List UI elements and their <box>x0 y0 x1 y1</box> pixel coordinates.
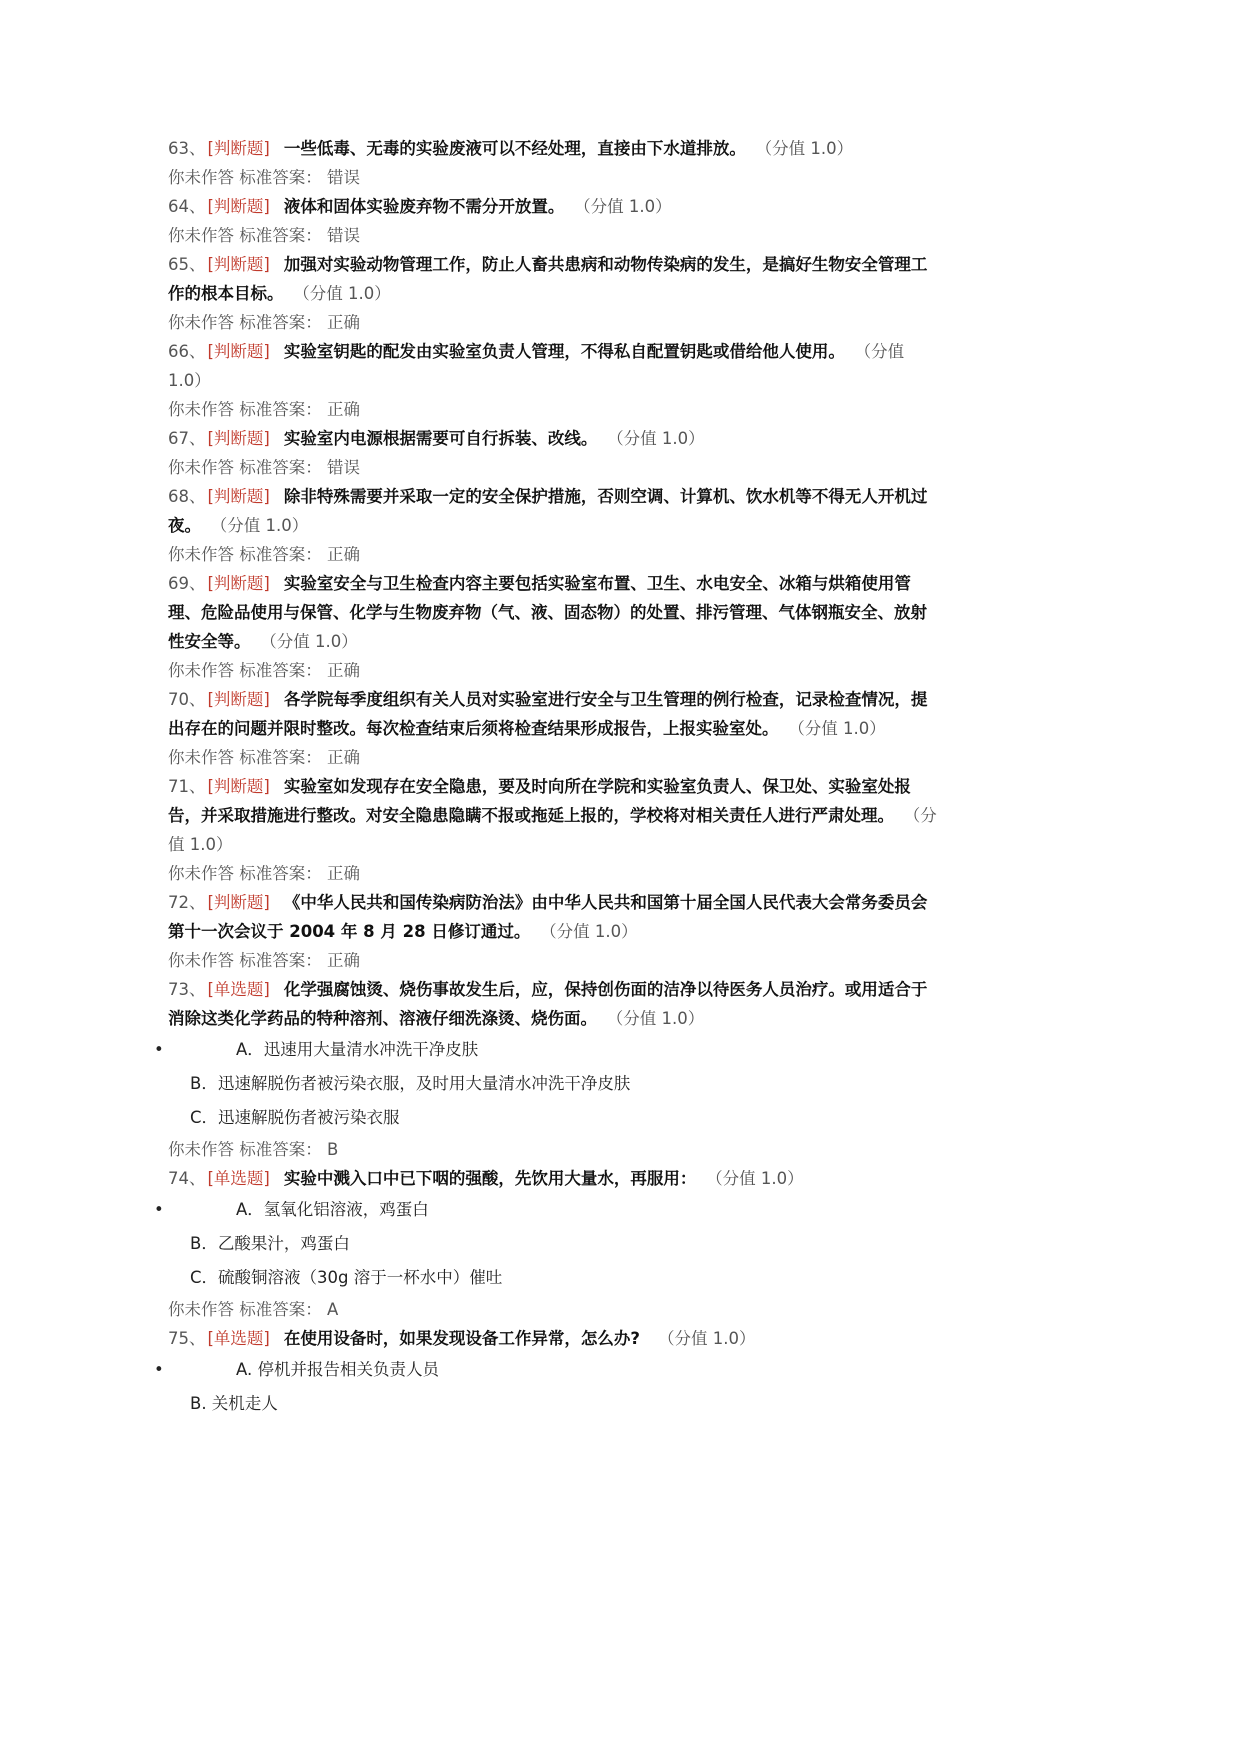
question-score: （分值 1.0） <box>582 197 672 216</box>
question-text: 实验中溅入口中已下咽的强酸，先饮用大量水，再服用： <box>283 1169 697 1188</box>
question-type: [判断题] <box>207 487 270 506</box>
question-text-block <box>168 134 943 163</box>
question-text-block <box>168 1164 943 1193</box>
answer-label: 标准答案： <box>239 864 322 883</box>
answer-status: 你未作答 <box>168 951 234 970</box>
question-text: 实验室如发现存在安全隐患，要及时向所在学院和实验室负责人、保卫处、实验室处报告，并采取措施进行整改。对安全隐患隐瞒不报或拖延上报的，学校将对相关责任人进行严肃处理。 <box>168 777 911 825</box>
standard-answer: 正确 <box>327 545 360 564</box>
question-score: （分值 1.0） <box>615 429 705 448</box>
answer-row <box>168 1135 943 1164</box>
answer-row <box>168 163 943 192</box>
question-text: 液体和固体实验废弃物不需分开放置。 <box>283 197 565 216</box>
answer-label: 标准答案： <box>239 1300 322 1319</box>
answer-label: 标准答案： <box>239 168 322 187</box>
answer-status: 你未作答 <box>168 748 234 767</box>
question-text: 各学院每季度组织有关人员对实验室进行安全与卫生管理的例行检查，记录检查情况，提出存在的问题并限时整改。每次检查结束后须将检查结果形成报告，上报实验室处。 <box>168 690 928 738</box>
option-label: C．硫酸铜溶液（30g 溶于一杯水中）催吐 <box>190 1268 503 1287</box>
answer-status: 你未作答 <box>168 168 234 187</box>
answer-row <box>168 221 943 250</box>
question-type: [单选题] <box>207 980 270 999</box>
question-number: 73、 <box>168 980 206 999</box>
question-number: 74、 <box>168 1169 206 1188</box>
answer-label: 标准答案： <box>239 226 322 245</box>
answer-status: 你未作答 <box>168 545 234 564</box>
question-type: [判断题] <box>207 139 270 158</box>
question-text-block <box>168 250 943 308</box>
question-score: （分值 1.0） <box>168 342 905 390</box>
question-type: [判断题] <box>207 342 270 361</box>
standard-answer: 正确 <box>327 400 360 419</box>
question-text-block <box>168 685 943 743</box>
question-number: 63、 <box>168 139 206 158</box>
question-score: （分值 1.0） <box>168 806 937 854</box>
question-text: 加强对实验动物管理工作，防止人畜共患病和动物传染病的发生，是搞好生物安全管理工作的根本目标。 <box>168 255 928 303</box>
answer-label: 标准答案： <box>239 661 322 680</box>
standard-answer: 正确 <box>327 748 360 767</box>
answer-status: 你未作答 <box>168 1140 234 1159</box>
question-score: （分值 1.0） <box>763 139 854 158</box>
question-type: [判断题] <box>207 574 270 593</box>
question-score: （分值 1.0） <box>796 719 886 738</box>
option-label: B．乙酸果汁，鸡蛋白 <box>190 1234 350 1253</box>
question-number: 72、 <box>168 893 206 912</box>
question-number: 70、 <box>168 690 206 709</box>
question-type: [单选题] <box>207 1169 270 1188</box>
answer-status: 你未作答 <box>168 226 234 245</box>
question-score: （分值 1.0） <box>657 1329 756 1348</box>
question-text-block <box>168 424 943 453</box>
question-text: 实验室钥匙的配发由实验室负责人管理，不得私自配置钥匙或借给他人使用。 <box>283 342 845 361</box>
answer-row <box>168 395 943 424</box>
answer-row <box>168 946 943 975</box>
option-label: B. 关机走人 <box>190 1394 278 1413</box>
answer-label: 标准答案： <box>239 1140 322 1159</box>
question-score: （分值 1.0） <box>548 922 638 941</box>
answer-row <box>168 1295 943 1324</box>
answer-option[interactable] <box>154 1193 943 1227</box>
answer-status: 你未作答 <box>168 313 234 332</box>
question-text-block <box>168 1324 943 1353</box>
question-score: （分值 1.0） <box>301 284 391 303</box>
answer-label: 标准答案： <box>239 748 322 767</box>
answer-option[interactable] <box>168 1101 943 1135</box>
question-text-block <box>168 337 943 395</box>
question-score: （分值 1.0） <box>268 632 358 651</box>
answer-status: 你未作答 <box>168 400 234 419</box>
standard-answer: 错误 <box>327 226 360 245</box>
answer-status: 你未作答 <box>168 1300 234 1319</box>
question-text: 在使用设备时，如果发现设备工作异常，怎么办? <box>283 1329 640 1348</box>
question-text: 一些低毒、无毒的实验废液可以不经处理，直接由下水道排放。 <box>283 139 746 158</box>
question-text: 化学强腐蚀烫、烧伤事故发生后，应，保持创伤面的洁净以待医务人员治疗。或用适合于消除这类化学药品的特种溶剂、溶液仔细洗涤烫、烧伤面。 <box>168 980 928 1028</box>
answer-row <box>168 540 943 569</box>
question-text-block <box>168 482 943 540</box>
question-type: [判断题] <box>207 893 270 912</box>
question-type: [判断题] <box>207 690 270 709</box>
question-score: （分值 1.0） <box>714 1169 804 1188</box>
option-label: A．氢氧化铝溶液，鸡蛋白 <box>236 1200 429 1219</box>
standard-answer: 错误 <box>327 168 360 187</box>
question-text-block <box>168 569 943 656</box>
question-type: [单选题] <box>207 1329 270 1348</box>
answer-row <box>168 656 943 685</box>
question-score: （分值 1.0） <box>219 516 309 535</box>
answer-status: 你未作答 <box>168 661 234 680</box>
answer-option[interactable] <box>168 1387 943 1421</box>
standard-answer: 正确 <box>327 313 360 332</box>
answer-option[interactable] <box>168 1261 943 1295</box>
option-label: C．迅速解脱伤者被污染衣服 <box>190 1108 400 1127</box>
answer-label: 标准答案： <box>239 313 322 332</box>
question-number: 71、 <box>168 777 206 796</box>
answer-row <box>168 453 943 482</box>
answer-option[interactable] <box>154 1033 943 1067</box>
answer-option[interactable] <box>154 1353 943 1387</box>
answer-label: 标准答案： <box>239 951 322 970</box>
standard-answer: A <box>327 1300 339 1319</box>
question-number: 69、 <box>168 574 206 593</box>
question-number: 68、 <box>168 487 206 506</box>
answer-label: 标准答案： <box>239 458 322 477</box>
standard-answer: 正确 <box>327 661 360 680</box>
answer-status: 你未作答 <box>168 864 234 883</box>
option-label: B．迅速解脱伤者被污染衣服，及时用大量清水冲洗干净皮肤 <box>190 1074 631 1093</box>
question-text-block <box>168 772 943 859</box>
answer-row <box>168 743 943 772</box>
question-number: 75、 <box>168 1329 206 1348</box>
question-text-block <box>168 888 943 946</box>
question-type: [判断题] <box>207 255 270 274</box>
option-label: A．迅速用大量清水冲洗干净皮肤 <box>236 1040 479 1059</box>
question-list <box>154 134 943 1421</box>
answer-row <box>168 859 943 888</box>
answer-label: 标准答案： <box>239 545 322 564</box>
question-number: 64、 <box>168 197 206 216</box>
standard-answer: 错误 <box>327 458 360 477</box>
question-text: 除非特殊需要并采取一定的安全保护措施，否则空调、计算机、饮水机等不得无人开机过夜。 <box>168 487 928 535</box>
question-number: 66、 <box>168 342 206 361</box>
question-type: [判断题] <box>207 777 270 796</box>
standard-answer: 正确 <box>327 951 360 970</box>
question-text: 实验室安全与卫生检查内容主要包括实验室布置、卫生、水电安全、冰箱与烘箱使用管理、危险品使用与保管、化学与生物废弃物（气、液、固态物）的处置、排污管理、气体钢瓶安全、放射性安全等。 <box>168 574 927 651</box>
standard-answer: 正确 <box>327 864 360 883</box>
answer-row <box>168 308 943 337</box>
answer-label: 标准答案： <box>239 400 322 419</box>
question-text-block <box>168 192 943 221</box>
question-type: [判断题] <box>207 429 270 448</box>
option-label: A. 停机并报告相关负责人员 <box>236 1360 439 1379</box>
question-number: 67、 <box>168 429 206 448</box>
bullet-icon: • <box>154 1360 164 1379</box>
answer-status: 你未作答 <box>168 458 234 477</box>
bullet-icon: • <box>154 1200 164 1219</box>
question-number: 65、 <box>168 255 206 274</box>
standard-answer: B <box>327 1140 339 1159</box>
bullet-icon: • <box>154 1040 164 1059</box>
question-text: 《中华人民共和国传染病防治法》由中华人民共和国第十届全国人民代表大会常务委员会第十一次会议于 2004 年 8 月 28 日修订通过。 <box>168 893 928 941</box>
question-text-block <box>168 975 943 1033</box>
question-type: [判断题] <box>207 197 270 216</box>
answer-option[interactable] <box>168 1227 943 1261</box>
question-score: （分值 1.0） <box>615 1009 705 1028</box>
question-text: 实验室内电源根据需要可自行拆装、改线。 <box>283 429 598 448</box>
answer-option[interactable] <box>168 1067 943 1101</box>
